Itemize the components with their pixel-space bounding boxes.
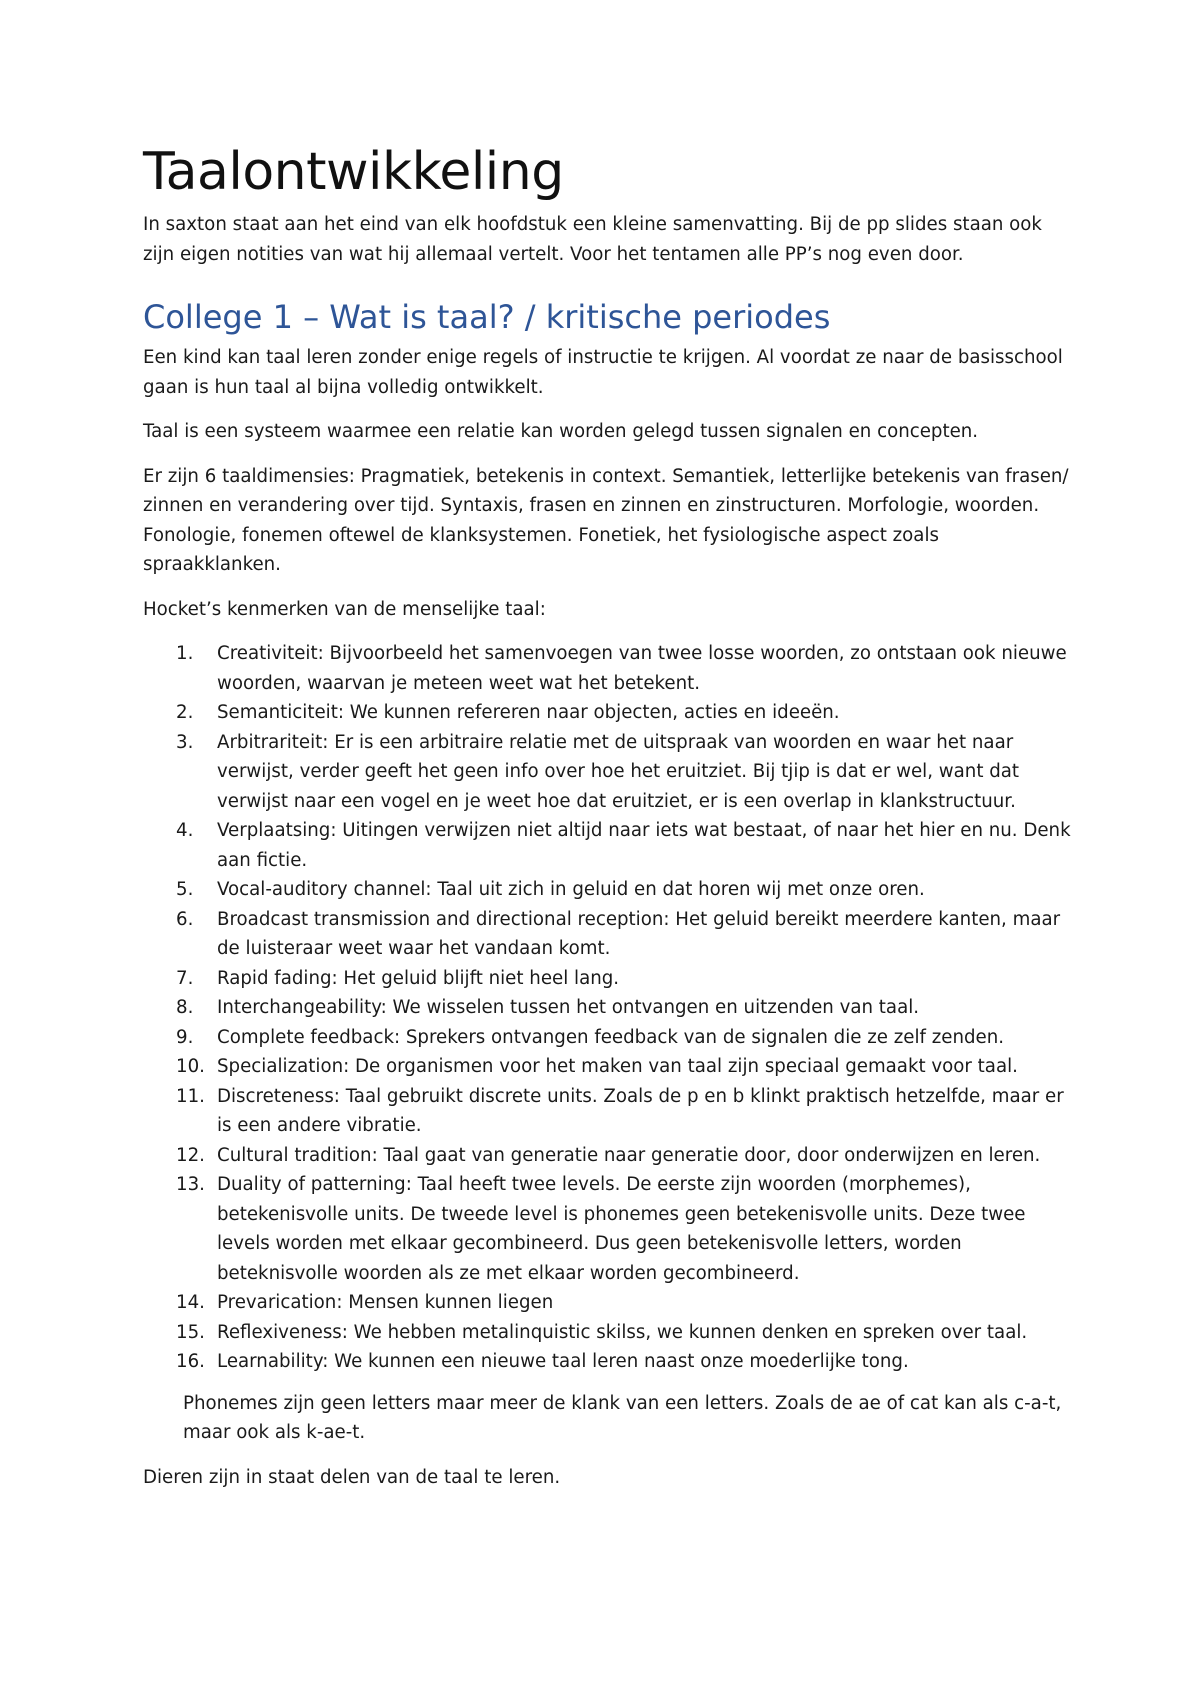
list-text: Broadcast transmission and directional reception: Het geluid bereikt meerdere kanten, maar de luisteraar weet waar het vandaan komt. — [217, 908, 1061, 959]
list-text: Rapid fading: Het geluid blijft niet heel lang. — [217, 967, 620, 989]
list-number: 4. — [176, 820, 194, 841]
list-item — [143, 964, 1073, 994]
hockett-features-list — [143, 639, 1073, 1377]
list-item — [143, 816, 1073, 875]
list-number: 7. — [176, 967, 194, 989]
document-page — [143, 140, 1073, 1507]
list-text: Complete feedback: Sprekers ontvangen feedback van de signalen die ze zelf zenden. — [217, 1026, 1005, 1048]
paragraph-2: Taal is een systeem waarmee een relatie kan worden gelegd tussen signalen en concepten. — [143, 421, 979, 442]
list-number: 16. — [176, 1351, 205, 1372]
list-item — [143, 1052, 1073, 1082]
list-number: 9. — [176, 1026, 194, 1048]
list-number: 12. — [176, 1144, 205, 1166]
document-title: Taalontwikkeling — [143, 142, 564, 202]
list-text: Discreteness: Taal gebruikt discrete units. Zoals de p en b klinkt praktisch hetzelfde, maar er is een andere vibratie. — [217, 1085, 1064, 1136]
list-text: Creativiteit: Bijvoorbeeld het samenvoegen van twee losse woorden, zo ontstaan ook nieuwe woorden, waarvan je meteen weet wat het betekent. — [217, 643, 1067, 694]
paragraph-3: Er zijn 6 taaldimensies: Pragmatiek, betekenis in context. Semantiek, letterlijke betekenis van frasen/ zinnen en verandering over tijd. Syntaxis, frasen en zinnen en zinstructuren. Morfologie, woorden. Fonologie, fonemen oftewel de klanksystemen. Fonetiek, het fysiologische aspect zoals spraakklanken. — [143, 465, 1069, 575]
list-item — [143, 993, 1073, 1023]
paragraph-4: Hocket’s kenmerken van de menselijke taal: — [143, 598, 546, 620]
list-number: 2. — [176, 702, 194, 723]
paragraph-1: Een kind kan taal leren zonder enige regels of instructie te krijgen. Al voordat ze naar de basisschool gaan is hun taal al bijna volledig ontwikkelt. — [143, 347, 1063, 398]
list-number: 13. — [176, 1174, 205, 1195]
list-item — [143, 875, 1073, 905]
list-number: 6. — [176, 908, 194, 930]
list-item — [143, 1288, 1073, 1318]
list-item — [143, 1347, 1073, 1377]
list-item — [143, 698, 1073, 728]
list-number: 14. — [176, 1292, 205, 1313]
section-heading: College 1 – Wat is taal? / kritische periodes — [143, 298, 831, 336]
list-text: Verplaatsing: Uitingen verwijzen niet altijd naar iets wat bestaat, of naar het hier en nu. Denk aan fictie. — [217, 820, 1071, 871]
list-item — [143, 1023, 1073, 1053]
list-text: Reflexiveness: We hebben metalinquistic skilss, we kunnen denken en spreken over taal. — [217, 1321, 1028, 1343]
list-text: Cultural tradition: Taal gaat van generatie naar generatie door, door onderwijzen en leren. — [217, 1144, 1041, 1166]
list-text: Interchangeability: We wisselen tussen het ontvangen en uitzenden van taal. — [217, 997, 920, 1018]
list-text: Vocal-auditory channel: Taal uit zich in geluid en dat horen wij met onze oren. — [217, 879, 925, 900]
list-item — [143, 905, 1073, 964]
list-text: Learnability: We kunnen een nieuwe taal leren naast onze moederlijke tong. — [217, 1351, 909, 1372]
indented-note: Phonemes zijn geen letters maar meer de klank van een letters. Zoals de ae of cat kan als c-a-t, maar ook als k-ae-t. — [183, 1392, 1062, 1443]
intro-paragraph: In saxton staat aan het eind van elk hoofdstuk een kleine samenvatting. Bij de pp slides staan ook zijn eigen notities van wat hij allemaal vertelt. Voor het tentamen alle PP’s nog even door. — [143, 214, 1042, 265]
list-item — [143, 1141, 1073, 1171]
list-number: 3. — [176, 731, 194, 753]
list-item — [143, 1082, 1073, 1141]
list-text: Prevarication: Mensen kunnen liegen — [217, 1292, 554, 1313]
list-item — [143, 728, 1073, 817]
list-number: 5. — [176, 879, 194, 900]
closing-paragraph: Dieren zijn in staat delen van de taal te leren. — [143, 1466, 561, 1488]
list-number: 8. — [176, 997, 194, 1018]
list-item — [143, 639, 1073, 698]
list-number: 11. — [176, 1085, 205, 1107]
list-item — [143, 1170, 1073, 1288]
list-number: 1. — [176, 643, 194, 664]
list-number: 15. — [176, 1321, 205, 1343]
list-text: Specialization: De organismen voor het maken van taal zijn speciaal gemaakt voor taal. — [217, 1056, 1018, 1077]
list-text: Duality of patterning: Taal heeft twee levels. De eerste zijn woorden (morphemes), betekenisvolle units. De tweede level is phonemes geen betekenisvolle units. Deze twee levels worden met elkaar gecombineerd. Dus geen betekenisvolle letters, worden beteknisvolle woorden als ze met elkaar worden gecombineerd. — [217, 1174, 1026, 1284]
list-number: 10. — [176, 1056, 205, 1077]
list-item — [143, 1318, 1073, 1348]
list-text: Arbitrariteit: Er is een arbitraire relatie met de uitspraak van woorden en waar het naar verwijst, verder geeft het geen info over hoe het eruitziet. Bij tjip is dat er wel, want dat verwijst naar een vogel en je weet hoe dat eruitziet, er is een overlap in klankstructuur. — [217, 731, 1020, 812]
list-text: Semanticiteit: We kunnen refereren naar objecten, acties en ideeën. — [217, 702, 840, 723]
